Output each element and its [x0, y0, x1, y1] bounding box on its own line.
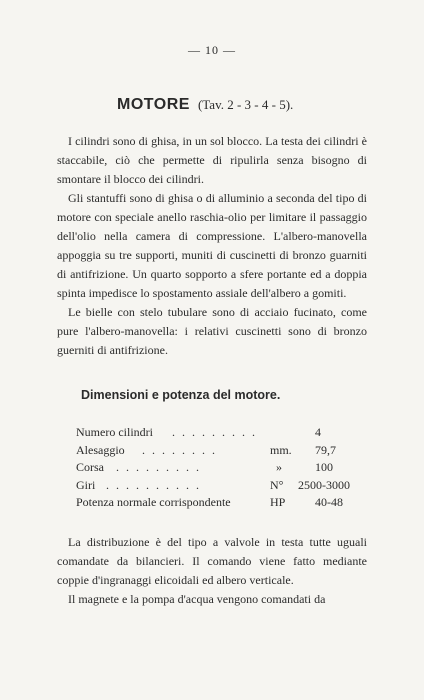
spec-label: Alesaggio: [76, 442, 125, 457]
spec-unit: HP: [270, 495, 286, 509]
spec-value: 100: [315, 460, 333, 474]
spec-leader-dots: . . . . . . . .: [142, 442, 217, 457]
spec-leader-dots: . . . . . . . . . .: [106, 477, 201, 492]
paragraph: Le bielle con stelo tubulare sono di acciaio fucinato, come pure l'albero-manovella: i relativi cuscinetti sono di bronzo guerniti di antifrizione.: [57, 305, 367, 357]
spec-value: 40-48: [315, 495, 343, 509]
paragraph: I cilindri sono di ghisa, in un sol blocco. La testa dei cilindri è staccabile, ciò che permette di ripulirla senza bisogno di smontare il blocco dei cilindri.: [57, 134, 367, 186]
heading-plate-reference: (Tav. 2 - 3 - 4 - 5).: [197, 97, 294, 112]
paragraph: Il magnete e la pompa d'acqua vengono comandati da: [68, 592, 326, 606]
body-text-continued: [57, 533, 367, 609]
heading-main: MOTORE: [117, 96, 190, 113]
spec-label: Potenza normale corrispondente: [76, 495, 231, 509]
spec-value: 2500-3000: [298, 477, 350, 492]
heading: [117, 96, 293, 114]
spec-value: 4: [315, 425, 321, 439]
paragraph: La distribuzione è del tipo a valvole in testa tutte uguali comandate da bilancieri. Il comando viene fatto mediante coppie d'ingranaggi elicoidali ed albero verticale.: [57, 535, 367, 587]
section-title: Dimensioni e potenza del motore.: [81, 388, 281, 402]
paragraph: Gli stantuffi sono di ghisa o di alluminio a seconda del tipo di motore con speciale anello raschia-olio per limitare il passaggio dell'olio nella camera di compressione. L'albero-manovella appoggia su tre supporti, muniti di cuscinetti di bronzo guarniti di antifrizione. Un quarto sopporto a sfere portante ed a doppia spinta impedisce lo spostamento assiale dell'albero a gomiti.: [57, 191, 367, 300]
spec-unit: mm.: [270, 442, 292, 457]
body-text: [57, 132, 367, 360]
page-number: — 10 —: [188, 43, 236, 57]
spec-leader-dots: . . . . . . . . .: [116, 460, 201, 474]
spec-unit: N°: [270, 477, 284, 492]
spec-value: 79,7: [315, 442, 336, 457]
spec-leader-dots: . . . . . . . . .: [172, 425, 257, 439]
spec-unit: »: [276, 460, 282, 474]
spec-label: Corsa: [76, 460, 104, 474]
spec-label: Giri: [76, 477, 96, 492]
spec-label: Numero cilindri: [76, 425, 153, 439]
